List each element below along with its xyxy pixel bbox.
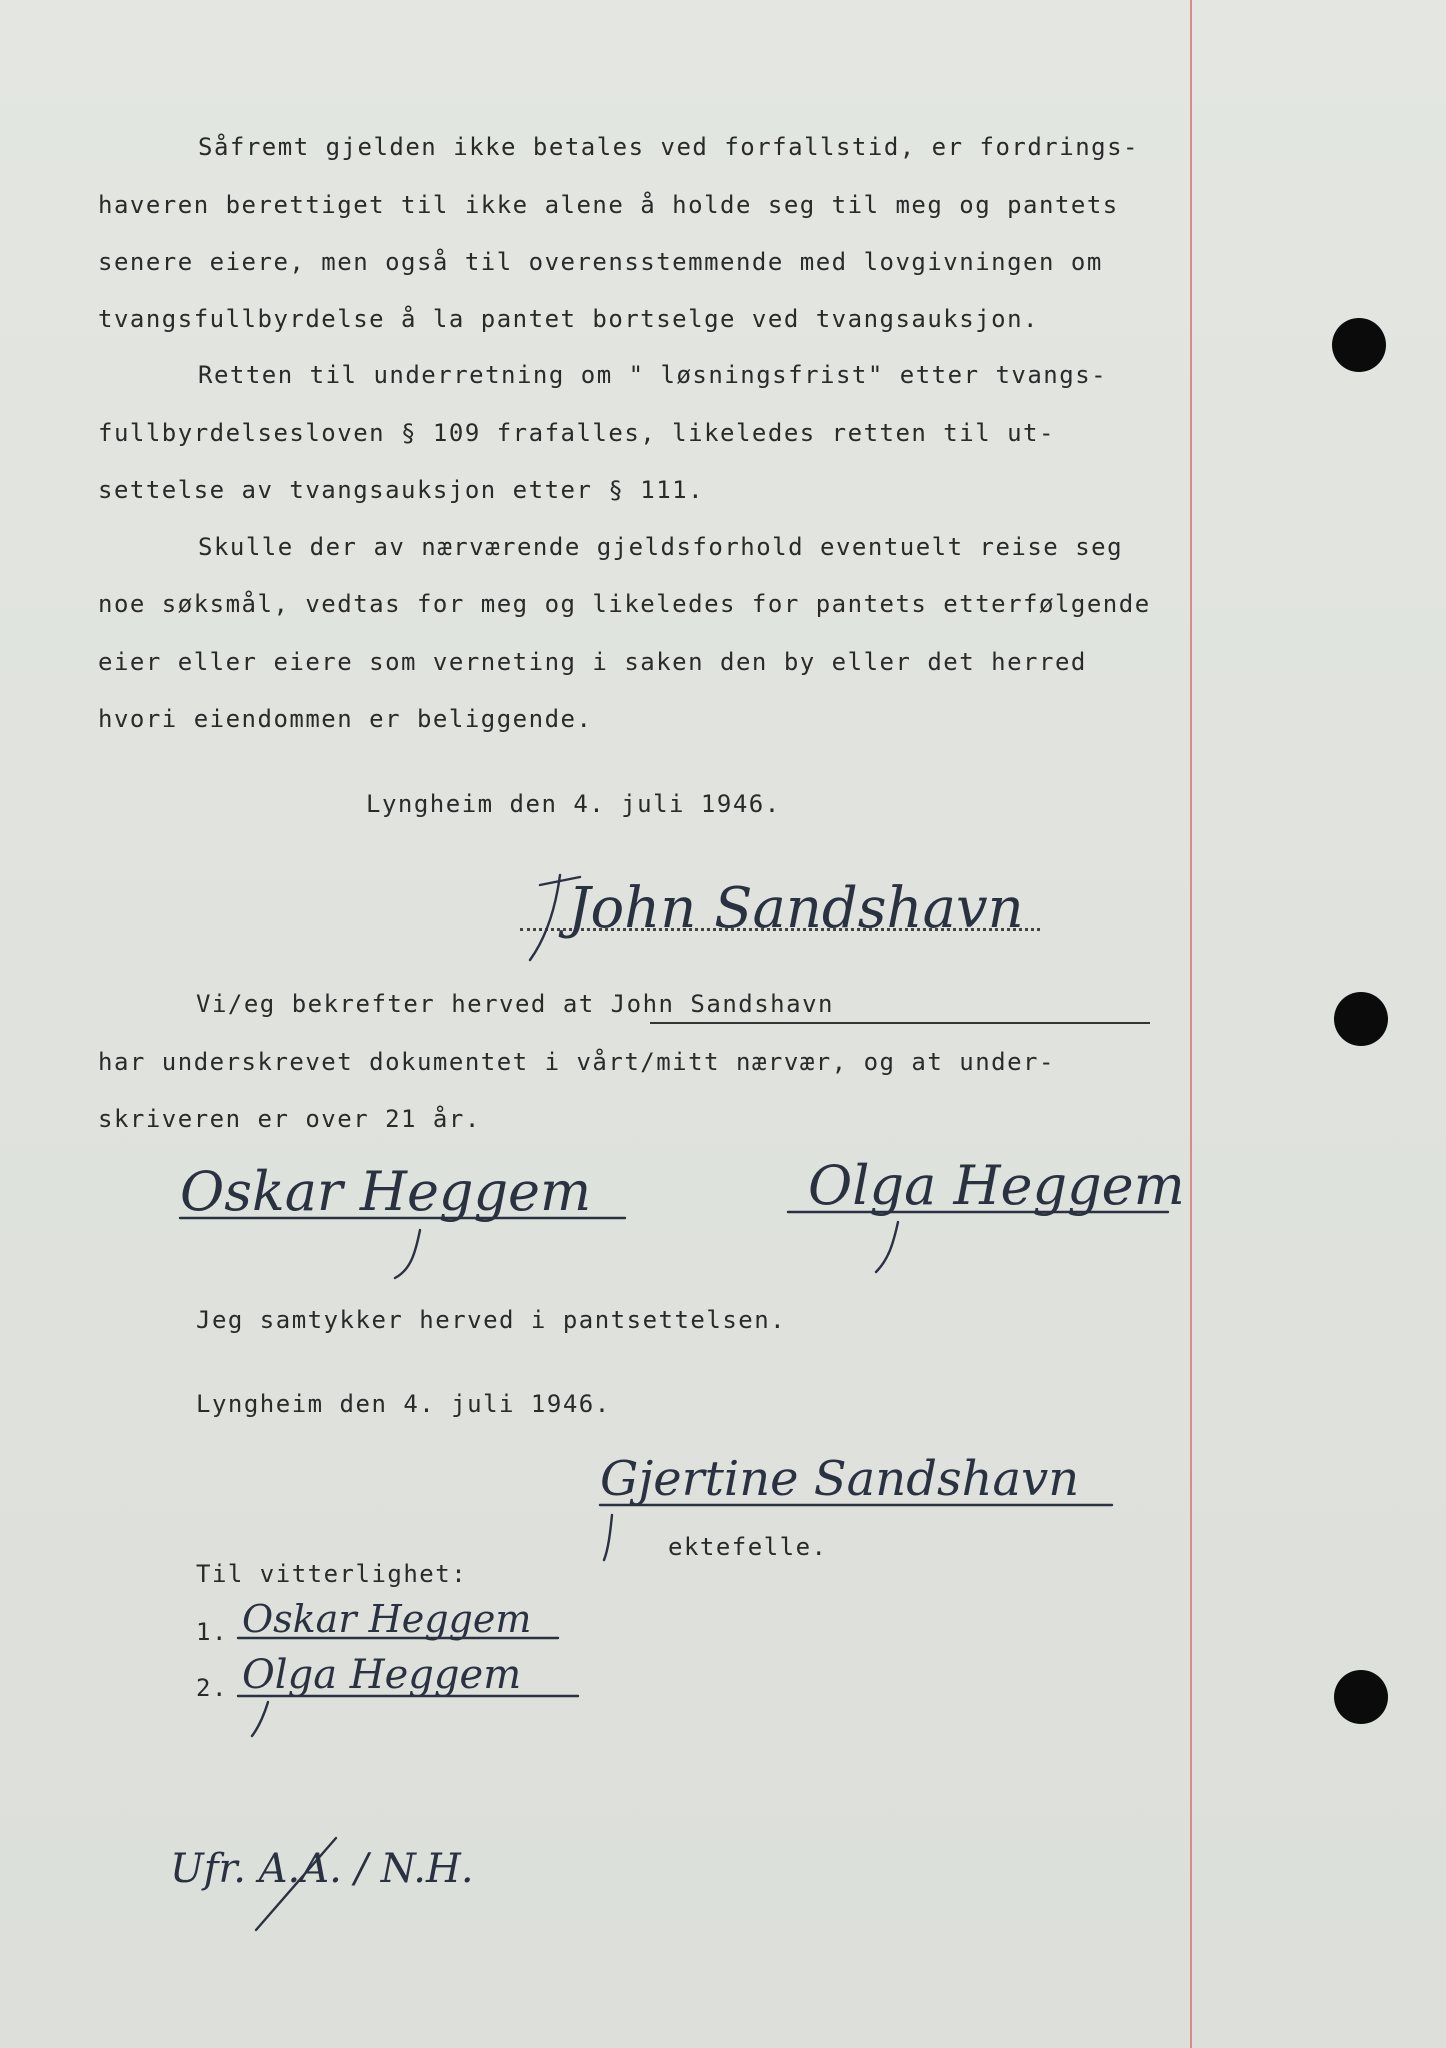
text-line: noe søksmål, vedtas for meg og likeledes for pantets etterfølgende: [98, 590, 1151, 618]
punch-hole: [1332, 318, 1386, 372]
text-line: Retten til underretning om " løsningsfrist" etter tvangs-: [198, 361, 1108, 389]
margin-line: [1190, 0, 1192, 2048]
witness-statement-line: skriveren er over 21 år.: [98, 1105, 481, 1133]
witness-number: 1.: [196, 1618, 228, 1646]
text-line: Såfremt gjelden ikke betales ved forfallstid, er fordrings-: [198, 133, 1140, 161]
signature-oskar-heggem: [170, 1160, 640, 1280]
signature-john-sandshavn: [520, 855, 1060, 975]
witness-statement-line: Vi/eg bekrefter herved at John Sandshavn: [196, 990, 834, 1018]
svg-text:Gjertine Sandshavn: Gjertine Sandshavn: [600, 1451, 1080, 1507]
text-line: settelse av tvangsauksjon etter § 111.: [98, 476, 705, 504]
place-date: Lyngheim den 4. juli 1946.: [196, 1390, 611, 1418]
text-line: hvori eiendommen er beliggende.: [98, 705, 593, 733]
place-date: Lyngheim den 4. juli 1946.: [366, 790, 781, 818]
svg-text:Oskar Heggem: Oskar Heggem: [180, 1160, 592, 1223]
witness-heading: Til vitterlighet:: [196, 1560, 468, 1588]
text-line: eier eller eiere som verneting i saken den by eller det herred: [98, 648, 1087, 676]
svg-text:John Sandshavn: John Sandshavn: [568, 876, 1024, 941]
text-line: Skulle der av nærværende gjeldsforhold eventuelt reise seg: [198, 533, 1124, 561]
svg-text:Ufr. A.A. / N.H.: Ufr. A.A. / N.H.: [170, 1846, 474, 1892]
signature-olga-heggem: [788, 1150, 1188, 1280]
signature-witness-2: [238, 1650, 588, 1740]
punch-hole: [1334, 992, 1388, 1046]
spouse-role: ektefelle.: [668, 1533, 828, 1561]
svg-text:Oskar Heggem: Oskar Heggem: [242, 1597, 532, 1641]
clerk-notation: [160, 1820, 474, 1970]
text-line: senere eiere, men også til overensstemmende med lovgivningen om: [98, 248, 1103, 276]
text-line: haveren berettiget til ikke alene å holde seg til meg og pantets: [98, 191, 1119, 219]
underline: [650, 1022, 1150, 1024]
text-line: fullbyrdelsesloven § 109 frafalles, likeledes retten til ut-: [98, 419, 1055, 447]
witness-statement-line: har underskrevet dokumentet i vårt/mitt nærvær, og at under-: [98, 1048, 1055, 1076]
svg-text:Olga Heggem: Olga Heggem: [808, 1154, 1185, 1217]
punch-hole: [1334, 1670, 1388, 1724]
signature-witness-1: [238, 1598, 568, 1658]
svg-text:Olga Heggem: Olga Heggem: [242, 1652, 522, 1698]
text-line: tvangsfullbyrdelse å la pantet bortselge ved tvangsauksjon.: [98, 305, 1040, 333]
witness-number: 2.: [196, 1674, 228, 1702]
consent-text: Jeg samtykker herved i pantsettelsen.: [196, 1306, 787, 1334]
